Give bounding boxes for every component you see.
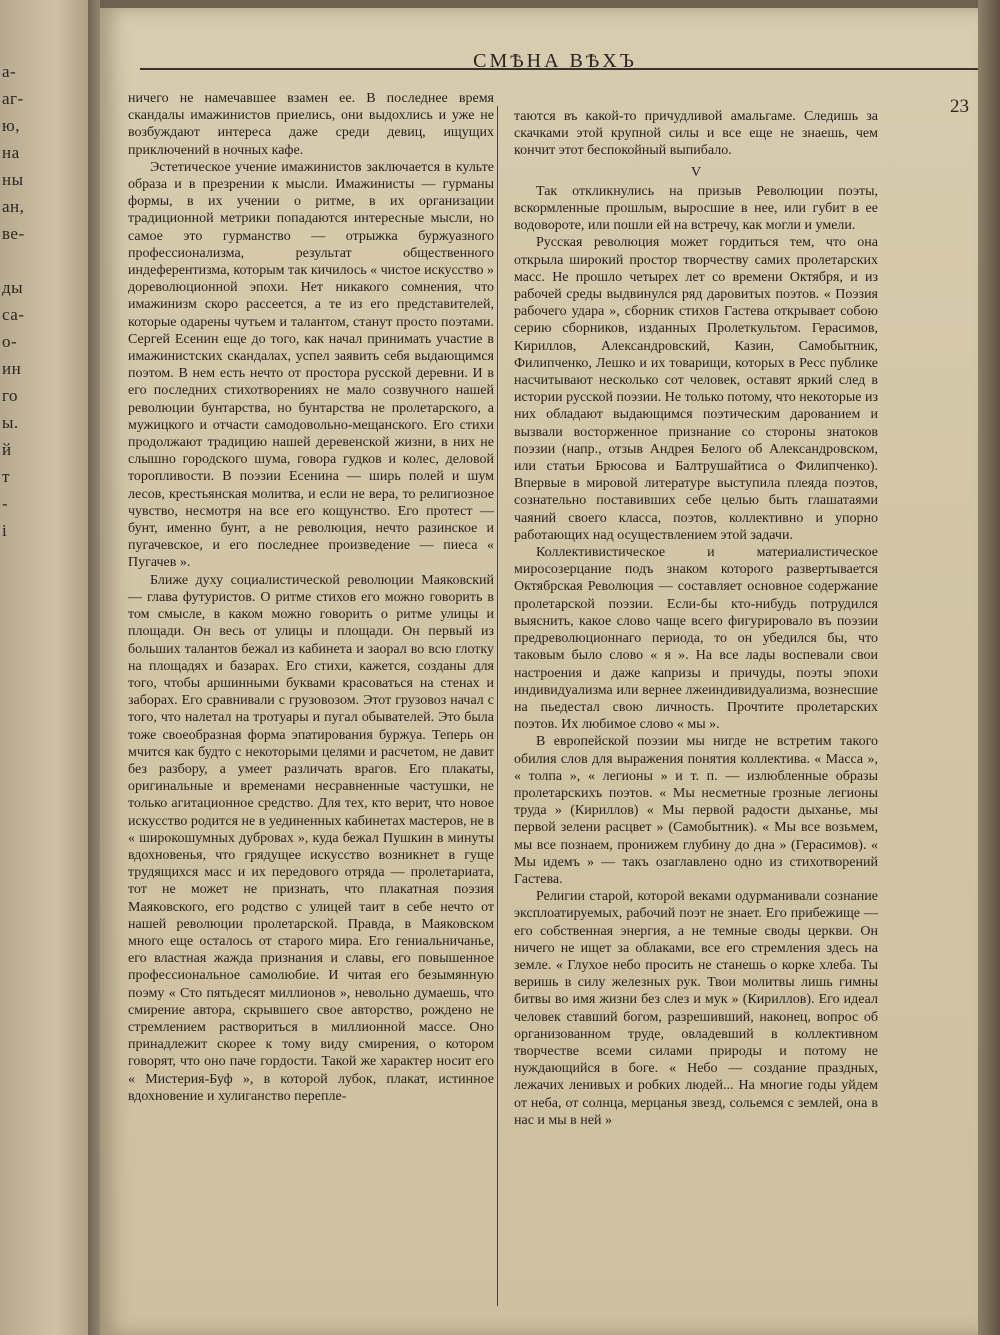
fragment-line: аг- xyxy=(2,89,24,108)
book-page xyxy=(100,8,980,1335)
fragment-line: са- xyxy=(2,305,25,324)
page-edge-shadow xyxy=(978,0,1000,1335)
left-page-edge xyxy=(0,0,100,1335)
paragraph: Так откликнулись на призыв Революции поэты, вскормленные прошлым, выросшие в нее, или губит в ее водовороте, или пошли ей на встречу, как могли и умели. xyxy=(514,183,878,234)
paragraph: Эстетическое учение имажинистов заключается в культе образа и в презрении к мысли. Имажинисты — гурманы формы, в их учении о ритме, в их организации традиционной метрики попадаются интересные мысли, но самое это гурманство — отрыжка буржуазного профессионализма, результат общественного индеферентизма, которым так кичилось « чистое искусство » дореволюционной эпохи. Нет никакого сомнения, что имажинизм скоро рассеется, а те из его представителей, которые одарены чутьем и талантом, станут просто поэтами. Сергей Есенин еще до того, как начал принимать участие в имажинистских скандалах, успел заявить себя выдающимся поэтом. В нем есть нечто от простора русской деревни. И в его последних стихотворениях не мало созвучного нашей революции бунтарства, но бунтарства не пролетарского, а мужицкого и отчасти самодовольно-мещанского. Его стихи продолжают традицию нашей деревенской жизни, в них не слышно городского шума, говора гудков и колес, деловой торопливости. В поэзии Есенина — ширь полей и шум лесов, крестьянская молитва, и если не вера, то религиозное чувство, несмотря на все его кощунство. Его протест — бунт, именно бунт, а не революция, нечто разинское и пугачевское, и его последнее произведение — пиеса « Пугачев ». xyxy=(128,159,495,571)
fragment-line xyxy=(2,247,100,274)
fragment-line: ю, xyxy=(2,116,20,135)
page-number: 23 xyxy=(950,96,969,117)
paragraph: Русская революция может гордиться тем, что она открыла широкий простор творчеству самих пролетарских масс. Не прошло четырех лет со времени Октября, и из рабочей среды выдвинулся ряд даровитых поэтов. « Поэзия рабочего удара », сборник стихов Гастева открывает собою серию сборников, изданных Пролеткультом. Герасимов, Кириллов, Александровский, Казин, Самобытник, Филипченко, Лешко и их товарищи, которых в Ресс публике насчитывают несколько сот человек, оставят яркий след в истории русской поэзии. Не только потому, что некоторые из них обладают выдающимся поэтическим дарованием и вызвали восторженное признание со стороны знатоков поэзии (напр., отзыв Андрея Белого об Александровском, или статьи Брюсова и Балтрушайтиса о Филипченко). Впервые в мировой литературе выступила плеяда поэтов, сознательно поставивших себе целью быть глашатаями чаяний своего класса, поэтов, коллективно и упорно работающих над осуществлением этой задачи. xyxy=(514,235,878,543)
fragment-line: а- xyxy=(2,62,17,81)
fragment-line: i xyxy=(2,521,8,540)
paragraph: таются въ какой-то причудливой амальгаме. Следишь за скачками этой крупной силы и все еще не знаешь, чем кончит этот беспокойный выпибало. xyxy=(514,109,878,159)
left-page-fragment xyxy=(0,0,100,544)
fragment-line: ан, xyxy=(2,197,25,216)
fragment-line: о- xyxy=(2,332,18,351)
paragraph: Коллективистическое и материалистическое миросозерцание подъ знаком которого развертывается Октябрская Революция — составляет основное содержание пролетарской поэзии. Если-бы кто-нибудь потрудился выяснить, какое слово чаще всего фигурировало въ поэзии предреволюционнаго периода, то он убедился бы, что таковым было слово « я ». На все лады воспевали свои настроения и даже капризы и причуды, поэты эпохи индивидуализма или вернее лжеиндивидуализма, вознесшие на пьедестал свою личность. Прочтите пролетарских поэтов. Их любимое слово « мы ». xyxy=(514,545,878,733)
fragment-line: й xyxy=(2,440,12,459)
fragment-line: ды xyxy=(2,278,24,297)
paragraph: Религии старой, которой веками одурманивали сознание эксплоатируемых, рабочий поэт не знает. Его прибежище — его собственная энергия, а не темные своды церкви. Он ничего не ищет за облаками, все его стремления здесь на земле. « Глухое небо просить не станешь о корке хлеба. Ты веришь в силу железных рук. Твои молитвы лишь гимны битвы во имя жизни без слез и мук » (Кириллов). Его идеал человек ставший богом, разрешивший, наконец, вопрос об организованном труде, овладевший в коллективном творчестве всеми силами природы и потому не нуждающийся в боге. « Небо — создание праздных, лежачих ленивых и робких людей... На многие годы уйдем от неба, от солнца, мерцанья звезд, сольемся с землей, она в нас и мы в ней » xyxy=(514,889,878,1128)
fragment-line: го xyxy=(2,386,19,405)
column-divider xyxy=(497,106,498,1306)
right-column xyxy=(514,108,878,1129)
fragment-line: ве- xyxy=(2,224,25,243)
section-number: V xyxy=(690,164,702,180)
fragment-line: ны xyxy=(2,170,24,189)
fragment-line: т xyxy=(2,467,10,486)
fragment-line: ин xyxy=(2,359,22,378)
paragraph: ничего не намечавшее взамен ее. В последнее время скандалы имажинистов приелись, они выдохлись и уже не возбуждают интереса даже среди девиц, ищущих приключений в ночных кафе. xyxy=(128,91,494,158)
fragment-line: ы. xyxy=(2,413,19,432)
fragment-line: на xyxy=(2,143,20,162)
header-rule xyxy=(140,68,980,70)
paragraph: Ближе духу социалистической революции Маяковский — глава футуристов. О ритме стихов его можно говорить в том смысле, в каком можно говорить о ритме улицы и площади. Он весь от улицы и площади. Он первый из больших талантов бежал из кабинета и заорал во всю глотку на площадях и базарах. Его стихи, кажется, созданы для того, чтобы аршинными буквами красоваться на стенах и заборах. Его сравнивали с грузовозом. Этот грузовоз начал с того, что налетал на тротуары и пугал обывателей. Это была тоже своеобразная форма эпатирования буржуа. Теперь он мчится как будто с некоторыми целями и расчетом, не давит без разбору, а умеет различать врагов. Его плакаты, оригинальные и временами несравненные частушки, не только агитационное средство. Для тех, кто верит, что новое искусство родится не в уединенных кабинетах мастеров, не в « широкошумных дубровах », куда бежал Пушкин в минуты вдохновенья, что грядущее искусство возникнет в гуще трудящихся масс и их передового отряда — пролетариата, тот не может не признать, что плакатная поэзия Маяковского, его родство с улицей таит в себе нечто от нашей революции пролетарской. Правда, в Маяковском много еще осталось от старого мира. Его гениальничанье, его властная жажда признания и славы, его повышенное профессиональное самолюбие. И читая его безымянную поэму « Сто пятьдесят миллионов », невольно думаешь, что смирение автора, скрывшего свое авторство, рождено не стремлением раствориться в миллионной массе. Оно принадлежит скорее к тому виду смирения, о котором говорят, что оно паче гордости. Такой же характер носит его « Мистерия-Буф », в которой лубок, плакат, истинное вдохновение и хулиганство перепле- xyxy=(128,572,494,1104)
running-header-title: СМѢНА ВѢХЪ xyxy=(473,50,637,72)
left-column xyxy=(128,90,494,1105)
paragraph: В европейской поэзии мы нигде не встретим такого обилия слов для выражения понятия коллектива. « Масса », « толпа », « легионы » и т. п. — излюбленные образы пролетарскихъ поэтов. « Мы несметные грозные легионы труда » (Кириллов) « Мы первой радости дыханье, мы первой зелени расцвет » (Самобытник). « Мы все возьмем, мы все познаем, пронижем глубину до дна » (Герасимов). « Мы идемъ » — такъ озаглавлено одно из стихотворений Гастева. xyxy=(514,734,878,887)
fragment-line: - xyxy=(2,494,9,513)
